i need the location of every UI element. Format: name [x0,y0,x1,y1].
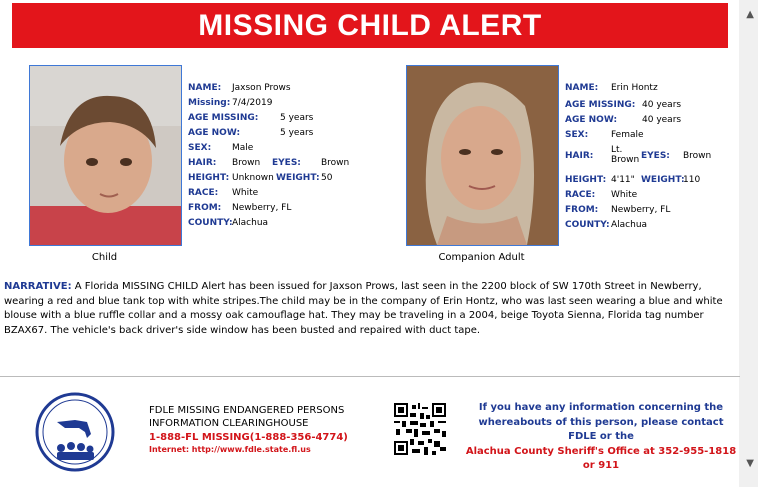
adult-race-value: White [611,190,638,200]
org-line-2: INFORMATION CLEARINGHOUSE [149,418,309,429]
child-name-label: NAME: [188,83,222,93]
child-age-now-value: 5 years [280,128,314,138]
child-sex-label: SEX: [188,143,212,153]
adult-hair-value: Lt. Brown [611,145,640,165]
child-weight-value: 50 [321,173,333,183]
qr-code-icon [394,403,446,455]
child-age-now-label: AGE NOW: [188,128,241,138]
adult-height-value: 4'11" [611,175,635,185]
child-weight-label: WEIGHT: [276,173,320,183]
child-info [188,83,388,233]
adult-name-value: Erin Hontz [611,83,658,93]
adult-name-label: NAME: [565,83,599,93]
narrative [4,280,734,338]
contact-info [452,401,750,474]
scroll-down-icon[interactable]: ▼ [746,458,754,469]
adult-age-missing-label: AGE MISSING: [565,100,636,110]
narrative-text: A Florida MISSING CHILD Alert has been issued for Jaxson Prows, last seen in the 2200 block of SW 170th Street in Newberry, wearing a red and blue tank top with white stripes.The child may be in the company of Erin Hontz, who was last seen wearing a blue and white blouse with a blue ruffle collar and a mossy oak camouflage hat. They may be traveling in a 2004, beige Toyota Sienna, Florida tag number BZAX67. The vehicle's back driver's side window has been busted and repaired with duct tape. [4,281,723,336]
adult-age-now-label: AGE NOW: [565,115,618,125]
child-county-value: Alachua [232,218,269,228]
alert-title: MISSING CHILD ALERT [198,8,542,42]
child-sex-value: Male [232,143,254,153]
child-hair-label: HAIR: [188,158,217,168]
adult-sex-label: SEX: [565,130,589,140]
clearinghouse-seal-icon [35,392,115,472]
adult-weight-label: WEIGHT: [641,175,685,185]
scroll-up-icon[interactable]: ▲ [746,9,754,20]
child-eyes-label: EYES: [272,158,301,168]
child-age-missing-label: AGE MISSING: [188,113,259,123]
child-name-value: Jaxson Prows [232,83,291,93]
child-county-label: COUNTY: [188,218,233,228]
alert-banner [12,3,728,48]
child-from-value: Newberry, FL [232,203,292,213]
adult-eyes-label: EYES: [641,151,670,161]
narrative-label: NARRATIVE: [4,281,72,292]
adult-race-label: RACE: [565,190,596,200]
adult-age-now-value: 40 years [642,115,682,125]
adult-county-value: Alachua [611,220,648,230]
child-photo [29,65,182,246]
child-height-label: HEIGHT: [188,173,230,183]
adult-from-value: Newberry, FL [611,205,671,215]
adult-county-label: COUNTY: [565,220,610,230]
adult-sex-value: Female [611,130,644,140]
qr-code [394,403,446,455]
org-line-1: FDLE MISSING ENDANGERED PERSONS [149,405,345,416]
footer-divider [0,376,740,377]
contact-line-1: If you have any information concerning the [478,402,724,413]
internet-link[interactable]: Internet: http://www.fdle.state.fl.us [149,445,311,454]
child-missing-value: 7/4/2019 [232,98,273,108]
child-portrait-image [30,66,181,245]
clearinghouse-logo [35,392,115,472]
adult-age-missing-value: 40 years [642,100,682,110]
contact-line-4: Alachua County Sheriff's Office at 352-955-1818 [465,445,737,457]
child-caption: Child [91,252,118,263]
adult-from-label: FROM: [565,205,599,215]
adult-info [565,83,735,233]
adult-eyes-value: Brown [683,151,712,161]
child-from-label: FROM: [188,203,222,213]
adult-weight-value: 110 [683,175,701,185]
child-hair-value: Brown [232,158,261,168]
adult-portrait-image [407,66,558,245]
child-missing-label: Missing: [188,98,231,108]
contact-line-3: FDLE or the [568,431,634,442]
child-age-missing-value: 5 years [280,113,314,123]
contact-line-5: or 911 [582,460,620,471]
child-race-value: White [232,188,259,198]
child-eyes-value: Brown [321,158,350,168]
adult-caption: Companion Adult [438,252,525,263]
adult-photo [406,65,559,246]
hotline-phone: 1-888-FL MISSING(1-888-356-4774) [149,432,348,443]
contact-line-2: whereabouts of this person, please contact [478,416,724,428]
child-height-value: Unknown [232,173,274,183]
child-race-label: RACE: [188,188,219,198]
adult-height-label: HEIGHT: [565,175,607,185]
adult-hair-label: HAIR: [565,151,594,161]
footer-organization [149,404,379,454]
